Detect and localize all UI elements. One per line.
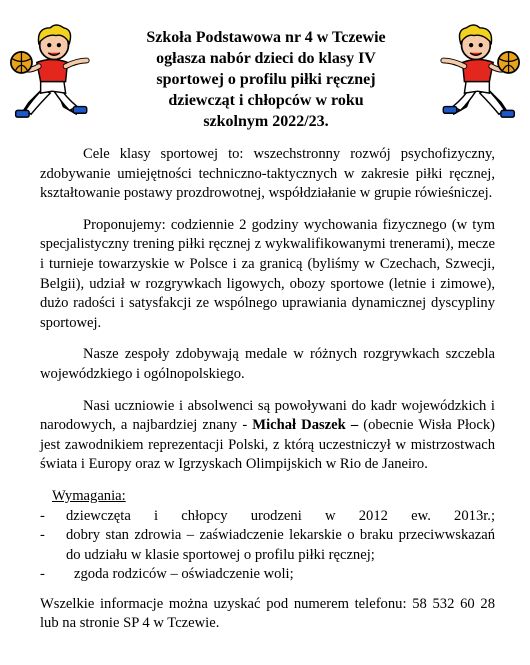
list-item <box>40 565 495 585</box>
goals-paragraph: Cele klasy sportowej to: wszechstronny rozwój psychofizyczny, zdobywanie umiejętności techniczno-taktycznych w zakresie piłki ręcznej, kształtowanie postawy prozdrowotnej, współdziałanie w grupie rówieśniczej. <box>40 146 495 202</box>
requirement-text: dziewczęta i chłopcy urodzeni w 2012 ew. 2013r.; <box>66 507 495 524</box>
list-dash: - <box>40 566 45 583</box>
requirement-text: zgoda rodziców – oświadczenie woli; <box>74 566 294 583</box>
title-line: sportowej o profilu piłki ręcznej <box>156 71 376 88</box>
announcement-title <box>108 27 424 132</box>
alumni-text-before: Nasi uczniowie i absolwenci są powoływani do kadr wojewódzkich i narodowych, a najbardziej znany - <box>40 397 495 434</box>
alumni-name: Michał Daszek – <box>252 417 359 434</box>
requirement-text: dobry stan zdrowia – zaświadczenie lekarskie o braku przeciwwskazań do udziału w klasie sportowej o profilu piłki ręcznej; <box>66 527 495 563</box>
contact-info: Wszelkie informacje można uzyskać pod numerem telefonu: 58 532 60 28 lub na stronie SP 4 w Tczewie. <box>40 595 495 632</box>
requirements-heading: Wymagania: <box>52 487 126 504</box>
requirements-list <box>40 487 495 585</box>
alumni-paragraph <box>40 397 495 475</box>
title-line: ogłasza nabór dzieci do klasy IV <box>156 50 376 67</box>
announcement-body <box>40 145 495 634</box>
list-item <box>40 507 495 527</box>
offer-paragraph: Proponujemy: codziennie 2 godziny wychowania fizycznego (w tym specjalistyczny trening piłki ręcznej z wykwalifikowanymi trenerami), mecze i turnieje towarzyskie w Polsce i za granicą (byliśmy w Czechach, Szwecji, Belgii), udział w rozgrywkach ligowych, obozy sportowe (letnie i zimowe), dużo radości i satysfakcji ze wspólnego uprawiania dynamicznej dyscypliny sportowej. <box>40 216 495 331</box>
list-item <box>40 526 495 565</box>
handball-mascot-left-icon <box>8 22 104 122</box>
list-dash: - <box>40 507 45 524</box>
alumni-text-after: (obecnie Wisła Płock) jest zawodnikiem reprezentacji Polski, z którą uczestniczył w mistrzostwach świata i Europy oraz w Igrzyskach Olimpijskich w Rio de Janeiro. <box>40 417 495 473</box>
title-line: dziewcząt i chłopców w roku <box>168 92 364 109</box>
title-line: szkolnym 2022/23. <box>203 113 329 130</box>
title-line: Szkoła Podstawowa nr 4 w Tczewie <box>146 29 386 46</box>
list-dash: - <box>40 527 45 544</box>
medals-paragraph: Nasze zespoły zdobywają medale w różnych rozgrywkach szczebla wojewódzkiego i ogólnopolskiego. <box>40 346 495 382</box>
handball-mascot-right-icon <box>426 22 522 122</box>
